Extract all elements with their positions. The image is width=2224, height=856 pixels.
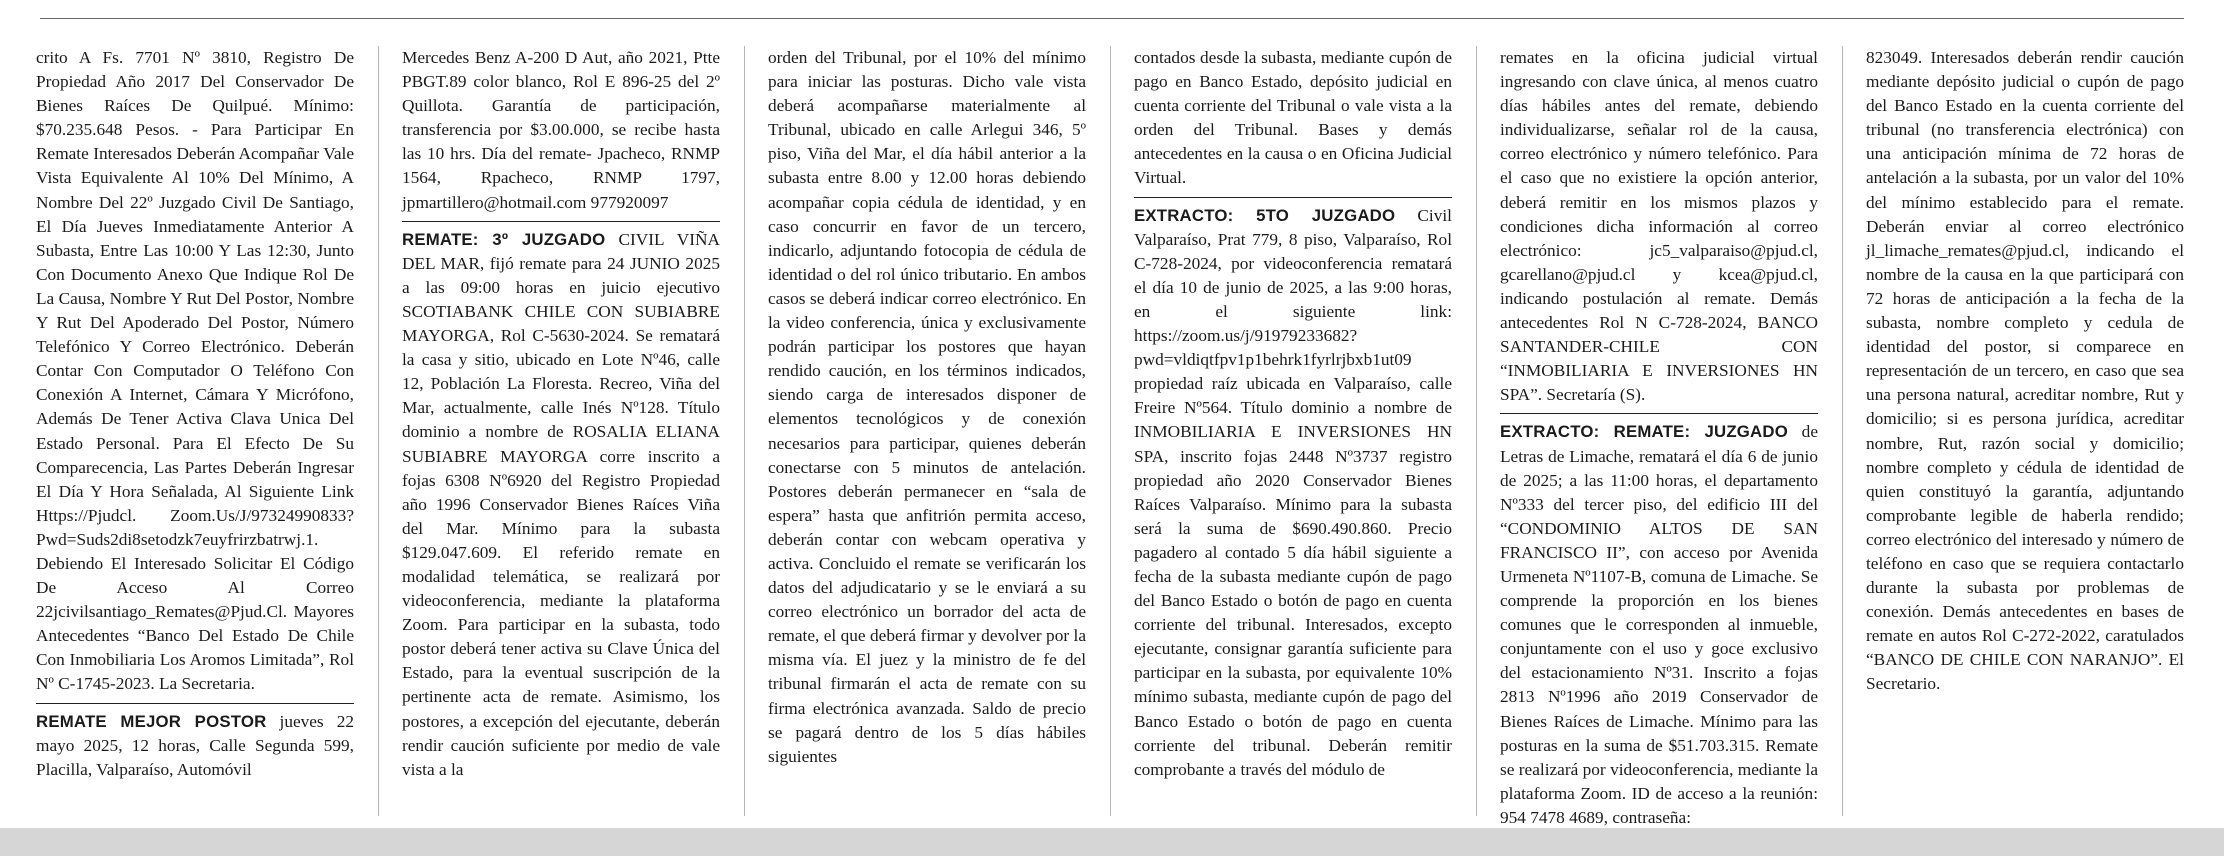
notice-text: orden del Tribunal, por el 10% del mínimo para iniciar las posturas. Dicho vale vista deberá acompañarse materialmente al Tribunal, ubicado en calle Arlegui 346, 5º piso, Viña del Mar, el día hábil anterior a la subasta entre 8.00 y 12.00 horas debiendo acompañar copia cédula de identidad, y en caso concurrir en favor de un tercero, indicarlo, adjuntando fotocopia de cédula de identidad o del rol único tributario. En ambos casos se deberá indicar correo electrónico. En la video conferencia, única y exclusivamente podrán participar los postores que hayan rendido caución, en los términos indicados, siendo carga de interesados disponer de elementos tecnológicos y de conexión necesarios para participar, quienes deberán conectarse con 5 minutos de antelación. Postores deberán permanecer en “sala de espera” hasta que anfitrión permita acceso, deberán contar con webcam operativa y activa. Concluido el remate se verificarán los datos del adjudicatario y se le enviará a su correo electrónico un borrador del acta de remate, el que deberá firmar y devolver por la misma vía. El juez y la ministro de fe del tribunal firmarán el acta de remate con su firma electrónica avanzada. Saldo de precio se pagará dentro de los 5 días hábiles siguientes [768, 48, 1086, 766]
top-rule [40, 18, 2184, 19]
notice-divider [36, 703, 354, 704]
column-separator [1476, 46, 1477, 816]
notice [1500, 420, 1818, 830]
notice-heading: EXTRACTO: 5TO JUZGADO [1134, 205, 1396, 225]
notice-heading: EXTRACTO: REMATE: JUZGADO [1500, 422, 1788, 442]
column-1 [36, 46, 354, 816]
notice-text: Mercedes Benz A-200 D Aut, año 2021, Ptte PBGT.89 color blanco, Rol E 896-25 del 2º Quillota. Garantía de participación, transferencia por $3.00.000, se recibe hasta las 10 hrs. Día del remate- Jpacheco, RNMP 1564, Rpacheco, RNMP 1797, jpmartillero@hotmail.com 977920097 [402, 48, 720, 212]
column-separator [1110, 46, 1111, 816]
notice-text: CIVIL VIÑA DEL MAR, fijó remate para 24 JUNIO 2025 a las 09:00 horas en juicio ejecutivo SCOTIABANK CHILE CON SUBIABRE MAYORGA, Rol C-5630-2024. Se rematará la casa y sitio, ubicado en Lote Nº46, calle 12, Población La Floresta. Recreo, Viña del Mar, actualmente, calle Inés Nº128. Título dominio a nombre de ROSALIA ELIANA SUBIABRE MAYORGA corre inscrito a fojas 6308 Nº6920 del Registro Propiedad año 1996 Conservador Bienes Raíces Viña del Mar. Mínimo para la subasta $129.047.609. El referido remate en modalidad telemática, se realizará por videoconferencia, mediante la plataforma Zoom. Para participar en la subasta, todo postor deberá tener activa su Clave Única del Estado, para la eventual suscripción de la pertinente acta de remate. Asimismo, los postores, a excepción del ejecutante, deberán rendir caución suficiente por medio de vale vista a la [402, 229, 720, 779]
column-separator [1842, 46, 1843, 816]
column-5 [1500, 46, 1818, 827]
column-3 [768, 46, 1086, 816]
notice-text: crito A Fs. 7701 Nº 3810, Registro De Propiedad Año 2017 Del Conservador De Bienes Raíces De Quilpué. Mínimo: $70.235.648 Pesos. - Para Participar En Remate Interesados Deberán Acompañar Vale Vista Equivalente Al 10% Del Mínimo, A Nombre Del 22º Juzgado Civil De Santiago, El Día Jueves Inmediatamente Anterior A Subasta, Entre Las 10:00 Y Las 12:30, Junto Con Documento Anexo Que Indique Rol De La Causa, Nombre Y Rut Del Postor, Nombre Y Rut Del Apoderado Del Postor, Número Telefónico Y Correo Electrónico. Deberán Contar Con Computador O Teléfono Con Conexión A Internet, Cámara Y Micrófono, Además De Tener Activa Clava Unica Del Estado Personal. Para El Efecto De Su Comparecencia, Las Partes Deberán Ingresar El Día Y Hora Señalada, Al Siguiente Link Https://Pjudcl. Zoom.Us/J/97324990833?Pwd=Suds2di8setodzk7euyfrirzbatrwj.1. Debiendo El Interesado Solicitar El Código De Acceso Al Correo 22jcivilsantiago_Remates@Pjud.Cl. Mayores Antecedentes “Banco Del Estado De Chile Con Inmobiliaria Los Aromos Limitada”, Rol Nº C-1745-2023. La Secretaria. [36, 48, 354, 694]
notice-text: remates en la oficina judicial virtual ingresando con clave única, al menos cuatro días hábiles antes del remate, debiendo individualizarse, señalar rol de la causa, correo electrónico y número telefónico. Para el caso que no existiere la opción anterior, deberá remitir en los mismos plazos y condiciones dicha información al correo electrónico: jc5_valparaiso@pjud.cl, gcarellano@pjud.cl y kcea@pjud.cl, indicando postulación al remate. Demás antecedentes Rol N C-728-2024, BANCO SANTANDER-CHILE CON “INMOBILIARIA E INVERSIONES HN SPA”. Secretaría (S). [1500, 48, 1818, 405]
column-2 [402, 46, 720, 816]
notice [36, 710, 354, 782]
column-separator [744, 46, 745, 816]
bottom-gray-band [0, 828, 2224, 856]
notice [402, 228, 720, 782]
notice-heading: REMATE MEJOR POSTOR [36, 711, 267, 731]
notice [1134, 204, 1452, 782]
notice-divider [402, 221, 720, 222]
notice-text: de Letras de Limache, rematará el día 6 de junio de 2025; a las 11:00 horas, el departamento Nº333 del tercer piso, del edificio III del “CONDOMINIO ALTOS DE SAN FRANCISCO II”, con acceso por Avenida Urmeneta Nº1107-B, comuna de Limache. Se comprende la proporción en los bienes comunes que le corresponden al inmueble, conjuntamente con el uso y goce exclusivo del estacionamiento Nº31. Inscrito a fojas 2813 Nº1996 año 2019 Conservador de Bienes Raíces de Limache. Mínimo para las posturas en la suma de $51.703.315. Remate se realizará por videoconferencia, mediante la plataforma Zoom. ID de acceso a la reunión: 954 7478 4689, contraseña: [1500, 422, 1818, 827]
notice-text: 823049. Interesados deberán rendir caución mediante depósito judicial o cupón de pago del Banco Estado en la cuenta corriente del tribunal (no transferencia electrónica) con una anticipación mínima de 72 horas de antelación a la subasta, por un valor del 10% del mínimo establecido para el remate. Deberán enviar al correo electrónico jl_limache_remates@pjud.cl, indicando el nombre de la causa en la que participará con 72 horas de anticipación a la fecha de la subasta, nombre completo y cedula de identidad del postor, si comparece en representación de un tercero, en caso que sea una persona natural, acreditar nombre, Rut y domicilio; si es persona jurídica, acreditar nombre, Rut, razón social y domicilio; nombre completo y cédula de identidad de quien constituyó la garantía, adjuntando comprobante legible de haberla rendido; correo electrónico del interesado y número de teléfono en caso que se requiera contactarlo durante la subasta por problemas de conexión. Demás antecedentes en bases de remate en autos Rol C-272-2022, caratulados “BANCO DE CHILE CON NARANJO”. El Secretario. [1866, 48, 2184, 694]
notice-text: Civil Valparaíso, Prat 779, 8 piso, Valparaíso, Rol C-728-2024, por videoconferencia rematará el día 10 de junio de 2025, a las 9:00 horas, en el siguiente link: https://zoom.us/j/91979233682?pwd=vldiqtfpv1p1behrk1fyrlrjbxb1ut09 propiedad raíz ubicada en Valparaíso, calle Freire Nº564. Título dominio a nombre de INMOBILIARIA E INVERSIONES HN SPA, inscrito fojas 2448 Nº3737 registro propiedad año 2020 Conservador Bienes Raíces Valparaíso. Mínimo para la subasta será la suma de $690.490.860. Precio pagadero al contado 5 día hábil siguiente a fecha de la subasta mediante cupón de pago del Banco Estado o botón de pago en cuenta corriente del tribunal. Interesados, excepto ejecutante, consignar garantía suficiente para participar en la subasta, por equivalente 10% mínimo subasta, mediante cupón de pago del Banco Estado o botón de pago en cuenta corriente del tribunal. Deberán remitir comprobante a través del módulo de [1134, 205, 1452, 779]
notice-divider [1134, 197, 1452, 198]
column-6 [1866, 46, 2184, 816]
notice-text: jueves 22 mayo 2025, 12 horas, Calle Segunda 599, Placilla, Valparaíso, Automóvil [36, 711, 354, 779]
column-separator [378, 46, 379, 816]
column-4 [1134, 46, 1452, 816]
notice-heading: REMATE: 3º JUZGADO [402, 229, 606, 249]
classifieds-columns [36, 46, 2194, 827]
notice-text: contados desde la subasta, mediante cupón de pago en Banco Estado, depósito judicial en cuenta corriente del Tribunal o vale vista a la orden del Tribunal. Bases y demás antecedentes en la causa o en Oficina Judicial Virtual. [1134, 48, 1452, 188]
notice-divider [1500, 413, 1818, 414]
